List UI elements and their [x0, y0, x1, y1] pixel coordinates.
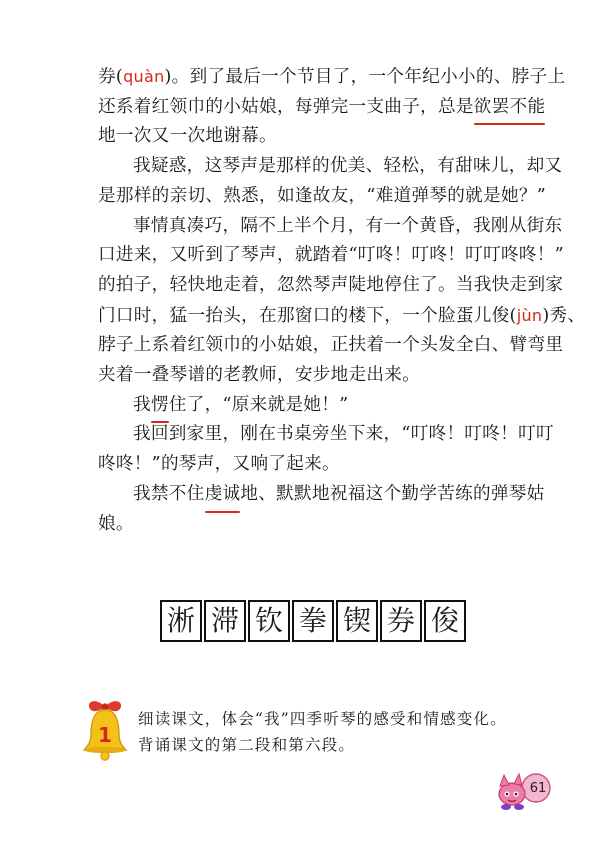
passage-line: 券(quàn)。到了最后一个节目了，一个年纪小小的、脖子上	[98, 67, 566, 87]
character-box: 淅	[160, 600, 202, 642]
passage-line: 地一次又一次地谢幕。	[98, 126, 277, 147]
passage-line: 是那样的亲切、熟悉，如逢故友，“难道弹琴的就是她？”	[98, 185, 547, 206]
new-characters-row	[160, 600, 466, 642]
passage-line: 我愣住了，“原来就是她！”	[98, 391, 538, 421]
passage-line: 我疑惑，这琴声是那样的优美、轻松，有甜味儿，却又	[133, 156, 563, 177]
exercise-line: 细读课文，体会“我”四季听琴的感受和情感变化。	[138, 710, 507, 728]
bell-icon	[80, 700, 130, 762]
exercise-instructions	[138, 706, 558, 758]
passage-line: 脖子上系着红领巾的小姑娘，正扶着一个头发全白、臂弯里	[98, 335, 564, 356]
exercise-line: 背诵课文的第二段和第六段。	[138, 736, 356, 754]
character-box: 券	[380, 600, 422, 642]
underlined-phrase: 欲罢不能	[474, 93, 546, 123]
character-box: 拳	[292, 600, 334, 642]
passage	[98, 62, 586, 539]
underlined-phrase: 虔诚	[205, 480, 241, 510]
passage-line: 门口时，猛一抬头，在那窗口的楼下，一个脸蛋儿俊(jùn)秀、	[98, 305, 586, 326]
passage-line: 事情真凑巧，隔不上半个月，有一个黄昏，我刚从街东	[133, 215, 563, 236]
pinyin-annotation: quàn	[123, 67, 165, 86]
passage-line: 还系着红领巾的小姑娘，每弹完一支曲子，总是欲罢不能	[98, 93, 538, 123]
pinyin-annotation: jùn	[516, 305, 543, 325]
passage-line: 口进来，又听到了琴声，就踏着“叮咚！叮咚！叮叮咚咚！”	[98, 245, 564, 266]
passage-line: 娘。	[98, 513, 134, 534]
underlined-phrase: 愣	[151, 391, 169, 421]
exercise-number: 1	[98, 723, 112, 747]
character-box: 锲	[336, 600, 378, 642]
character-box: 滞	[204, 600, 246, 642]
passage-line: 夹着一叠琴谱的老教师，安步地走出来。	[98, 365, 421, 386]
passage-line: 咚咚！”的琴声，又响了起来。	[98, 454, 340, 475]
character-box: 钦	[248, 600, 290, 642]
character-box: 俊	[424, 600, 466, 642]
passage-line: 我回到家里，刚在书桌旁坐下来，“叮咚！叮咚！叮叮	[133, 424, 554, 445]
page-number: 61	[529, 780, 547, 796]
passage-line: 我禁不住虔诚地、默默地祝福这个勤学苦练的弹琴姑	[98, 480, 538, 510]
passage-line: 的拍子，轻快地走着，忽然琴声陡地停住了。当我快走到家	[98, 274, 564, 295]
